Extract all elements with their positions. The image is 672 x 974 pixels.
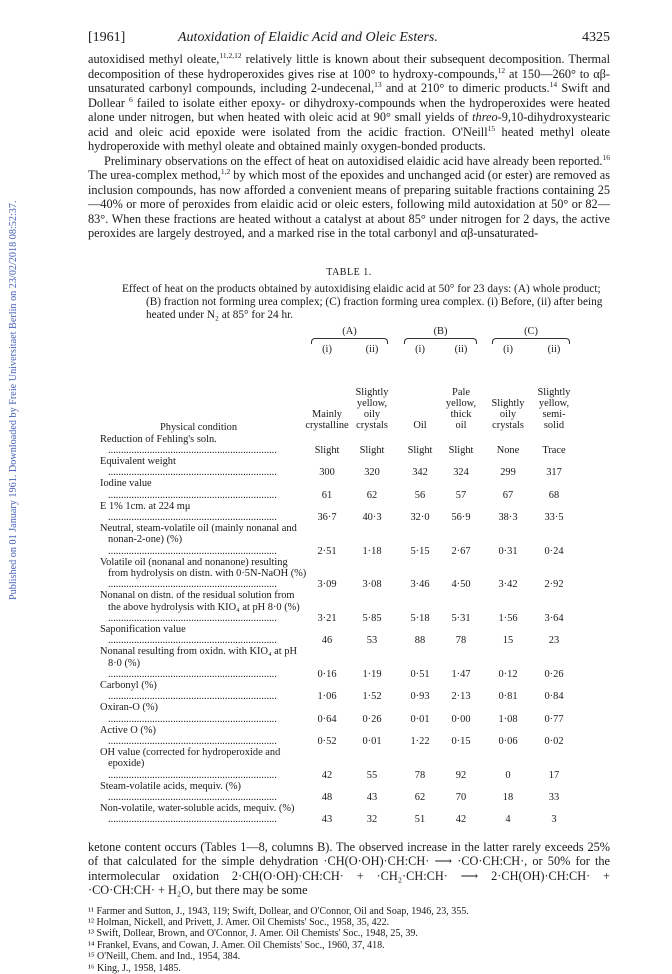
table-cell: Slight xyxy=(448,444,474,456)
row-label xyxy=(100,747,308,781)
subcolumn-label: (ii) xyxy=(365,343,379,355)
text-run: relatively little is known about their subsequent decomposition. Thermal decomposition of these hydroperoxides gives rise at 100° to hydroxy-compounds, xyxy=(88,52,610,81)
ref-superscript: 11,2,12 xyxy=(219,50,242,60)
table-cell: 0·01 xyxy=(410,713,430,725)
table-cell: 4 xyxy=(505,814,511,826)
table-row xyxy=(100,803,600,825)
table-row xyxy=(100,646,600,680)
table-cell: 5·15 xyxy=(410,545,430,557)
table-cell: 3·08 xyxy=(362,579,382,591)
table-cell: 17 xyxy=(548,769,560,781)
table-cell: 0 xyxy=(505,769,511,781)
leader-dots: ................................................................. xyxy=(108,814,277,826)
text-run: Swift and Dollear xyxy=(88,81,610,110)
condition-line: Oil xyxy=(413,420,427,432)
table-cell: 36·7 xyxy=(317,511,337,523)
table-cell: 62 xyxy=(366,489,378,501)
row-label xyxy=(100,456,308,478)
table-cell: 32·0 xyxy=(410,511,430,523)
table-cell: 342 xyxy=(412,467,428,479)
table-cell: 0·15 xyxy=(451,735,471,747)
table-cell: 62 xyxy=(414,792,426,803)
table-cell: 53 xyxy=(366,635,378,647)
table-cell: 33·5 xyxy=(544,511,564,523)
journal-page xyxy=(88,30,610,974)
subcolumn-label: (ii) xyxy=(547,343,561,355)
leader-dots: ................................................................. xyxy=(108,579,277,591)
table-cell: 0·77 xyxy=(544,713,564,725)
table-cell: 1·18 xyxy=(362,545,382,557)
table-cell: 0·31 xyxy=(498,545,518,557)
table-cell: 23 xyxy=(548,635,560,647)
leader-dots: ................................................................. xyxy=(108,668,277,680)
table-cell: 317 xyxy=(546,467,562,479)
row-label xyxy=(100,590,308,624)
row-label xyxy=(100,478,308,500)
leader-dots: ................................................................. xyxy=(108,489,277,501)
row-label xyxy=(100,624,308,646)
table-cell: 0·64 xyxy=(317,713,337,725)
table-cell: None xyxy=(496,444,520,456)
table-cell: Trace xyxy=(542,444,566,456)
table-cell: 78 xyxy=(455,635,467,647)
row-label xyxy=(100,646,308,680)
table-row xyxy=(100,434,600,456)
paragraph-2 xyxy=(88,154,610,241)
row-label xyxy=(100,501,308,523)
row-label xyxy=(100,523,308,557)
running-header xyxy=(88,30,610,52)
condition-line: Pale xyxy=(452,386,470,398)
row-label xyxy=(100,680,308,702)
leader-dots: ................................................................. xyxy=(108,792,277,803)
text-run: failed to isolate either epoxy- or dihydroxy-compounds when the hydroperoxides were heated alone under nitrogen, but when heated with oleic acid at 90° small yields of xyxy=(88,95,610,124)
data-table xyxy=(100,326,600,826)
paragraph-1 xyxy=(88,52,610,154)
table-cell: Slight xyxy=(407,444,433,456)
table-cell: 0·16 xyxy=(317,668,337,680)
group-label: (A) xyxy=(342,325,357,337)
table-cell: 70 xyxy=(455,792,467,803)
row-label xyxy=(100,434,308,456)
leader-dots: ................................................................. xyxy=(108,769,277,781)
table-cell: 3·09 xyxy=(317,579,337,591)
text-run: by which most of the epoxides and unchanged acid (or ester) are removed as inclusion compounds, has now afforded a convenient means of preparing suitable fractions containing 25—40% or more of peroxides from elaidic acid or oleic esters, following mild autoxidation at 50° or 82—83°. When these fractions are heated without a catalyst at about 85° under nitrogen for 2 days, the active peroxides are largely destroyed, and a marked rise in the total carbonyl and αβ-unsaturated- xyxy=(88,168,611,240)
table-cell: 0·93 xyxy=(410,691,430,703)
page-number: 4325 xyxy=(582,30,610,45)
table-cell: 3·42 xyxy=(498,579,518,591)
text-run: at 150—260° to αβ-unsaturated carbonyl compounds, including 2-undecenal, xyxy=(88,66,610,95)
group-label: (C) xyxy=(524,325,538,337)
ref-superscript: 16 xyxy=(602,152,610,162)
table-cell: 32 xyxy=(366,814,378,826)
table-row xyxy=(100,781,600,803)
table-cell: 56·9 xyxy=(451,511,471,523)
condition-line: crystals xyxy=(492,420,524,432)
leader-dots: ................................................................. xyxy=(108,545,277,557)
text-run: and at 210° to dimeric products. xyxy=(381,81,550,95)
header-year: [1961] xyxy=(88,30,126,45)
table-cell: 55 xyxy=(366,769,378,781)
table-cell: 46 xyxy=(321,635,333,647)
table-cell: 0·52 xyxy=(317,735,337,747)
table-cell: 1·22 xyxy=(410,735,430,747)
table-cell: 324 xyxy=(453,467,469,479)
row-label-text: Nonanal on distn. of the residual solution from the above hydrolysis with KIO₄ at pH 8·0 (%) xyxy=(100,590,300,613)
leader-dots: ................................................................. xyxy=(108,612,277,624)
table-cell: 4·50 xyxy=(451,579,471,591)
row-label-text: Steam-volatile acids, mequiv. (%) xyxy=(100,780,241,792)
table-cell: 0·01 xyxy=(362,735,382,747)
condition-line: semi- xyxy=(542,409,566,421)
table-cell: 0·24 xyxy=(544,545,564,557)
table-cell: 48 xyxy=(321,792,333,803)
ref-superscript: 15 xyxy=(487,123,496,133)
table-cell: 68 xyxy=(548,489,560,501)
leader-dots: ................................................................. xyxy=(108,511,277,523)
table-cell: 33 xyxy=(548,792,560,803)
table-cell: 0·26 xyxy=(544,668,564,680)
row-label-text: Equivalent weight xyxy=(100,455,176,467)
table-cell: 1·06 xyxy=(317,691,337,703)
text-run: autoxidised methyl oleate, xyxy=(88,52,220,66)
table-cell: 1·52 xyxy=(362,691,382,703)
row-label-text: Iodine value xyxy=(100,478,152,490)
table-cell: 0·00 xyxy=(451,713,471,725)
table-cell: 5·85 xyxy=(362,612,382,624)
table-cell: 43 xyxy=(366,792,378,803)
condition-line: thick xyxy=(450,409,472,421)
table-description: Effect of heat on the products obtained by autoxidising elaidic acid at 50° for 23 days: (A) whole product; (B) fraction not forming urea complex; (C) fraction forming urea complex. (i) Before, (ii) after being heated under N₂ at 85° for 24 hr. xyxy=(122,282,603,321)
subcolumn-label: (ii) xyxy=(454,343,468,355)
table-cell: 42 xyxy=(455,814,467,826)
table-cell: 5·31 xyxy=(451,612,471,624)
ref-superscript: 12 xyxy=(497,65,506,75)
table-cell: 38·3 xyxy=(498,511,518,523)
condition-line: oily xyxy=(363,409,381,421)
table-row xyxy=(100,624,600,646)
table-row xyxy=(100,523,600,557)
row-label-text: Nonanal resulting from oxidn. with KIO₄ at pH 8·0 (%) xyxy=(100,646,297,669)
row-label-text: Carbonyl (%) xyxy=(100,679,157,691)
table-cell: 0·84 xyxy=(544,691,564,703)
table-cell: 0·02 xyxy=(544,735,564,747)
leader-dots: ................................................................. xyxy=(108,467,277,479)
italic-threo: threo xyxy=(472,110,498,124)
table-cell: 2·67 xyxy=(451,545,471,557)
table-row xyxy=(100,590,600,624)
table-cell: 1·56 xyxy=(498,612,518,624)
table-cell: 56 xyxy=(414,489,426,501)
text-run: Preliminary observations on the effect of heat on autoxidised elaidic acid have already been reported. xyxy=(104,153,603,168)
table-row xyxy=(100,501,600,523)
table-cell: 51 xyxy=(414,814,426,826)
table-row xyxy=(100,680,600,702)
row-label-text: OH value (corrected for hydroperoxide and epoxide) xyxy=(100,747,281,770)
leader-dots: ................................................................. xyxy=(108,735,277,747)
row-label-text: Reduction of Fehling's soln. xyxy=(100,433,217,445)
table-cell: 1·08 xyxy=(498,713,518,725)
condition-line: oily xyxy=(499,409,517,421)
table-cell: 3·46 xyxy=(410,579,430,591)
condition-line: solid xyxy=(543,420,565,432)
table-body xyxy=(100,326,600,826)
table-cell: 40·3 xyxy=(362,511,382,523)
reference-entry: ¹⁶ King, J., 1958, 1485. xyxy=(88,962,181,974)
table-cell: 2·92 xyxy=(544,579,564,591)
table-cell: 15 xyxy=(502,635,514,647)
condition-line: yellow, xyxy=(356,397,388,409)
table-row xyxy=(100,456,600,478)
ref-superscript: 14 xyxy=(549,79,558,89)
table-cell: 0·26 xyxy=(362,713,382,725)
row-label-text: Volatile oil (nonanal and nonanone) resulting from hydrolysis on distn. with 0·5N-NaOH (%) xyxy=(100,556,307,579)
subcolumn-label: (i) xyxy=(503,343,513,355)
header-title: Autoxidation of Elaidic Acid and Oleic Esters. xyxy=(178,30,438,45)
table-cell: 320 xyxy=(364,467,380,479)
reference-entry: ¹³ Swift, Dollear, Brown, and O'Connor, J. Amer. Oil Chemists' Soc., 1948, 25, 39. xyxy=(88,928,418,940)
table-row xyxy=(100,478,600,500)
row-label-text: Saponification value xyxy=(100,623,186,635)
table-cell: 0·06 xyxy=(498,735,518,747)
leader-dots: ................................................................. xyxy=(108,444,277,456)
condition-line: Mainly xyxy=(311,409,342,421)
table-cell: 2·51 xyxy=(317,545,337,557)
table-row xyxy=(100,557,600,591)
table-cell: Slight xyxy=(314,444,340,456)
text-run: heated methyl oleate hydroperoxide with methyl oleate and obtained mainly oxygen-bonded products. xyxy=(88,124,610,153)
row-label xyxy=(100,725,308,747)
text-run: -9,10-dihydroxystearic acid and oleic acid epoxide were isolated from the acidic fraction. O'Neill xyxy=(88,110,610,139)
row-label xyxy=(100,702,308,724)
table-cell: 88 xyxy=(414,635,426,647)
condition-line: yellow, xyxy=(538,397,570,409)
table-cell: 3 xyxy=(551,814,557,826)
leader-dots: ................................................................. xyxy=(108,691,277,703)
table-cell: 299 xyxy=(500,467,516,479)
table-cell: Slight xyxy=(359,444,385,456)
table-cell: 61 xyxy=(321,489,333,501)
condition-line: yellow, xyxy=(445,397,477,409)
table-cell: 0·51 xyxy=(410,668,430,680)
download-watermark xyxy=(2,130,28,600)
table-cell: 0·12 xyxy=(498,668,518,680)
group-label: (B) xyxy=(433,325,448,337)
condition-line: Slightly xyxy=(355,386,389,398)
row-label-text: Oxiran-O (%) xyxy=(100,702,158,714)
table-cell: 5·18 xyxy=(410,612,430,624)
condition-line: crystals xyxy=(356,420,388,432)
table-cell: 42 xyxy=(321,769,333,781)
reference-entry: ¹⁵ O'Neill, Chem. and Ind., 1954, 384. xyxy=(88,951,241,963)
subcolumn-label: (i) xyxy=(322,343,332,355)
row-label xyxy=(100,557,308,591)
table-row xyxy=(100,747,600,781)
row-label-text: E 1% 1cm. at 224 mμ xyxy=(100,500,191,512)
table-cell: 57 xyxy=(455,489,467,501)
paragraph-3: ketone content occurs (Tables 1—8, columns B). The observed increase in the latter rarely exceeds 25% of that calculated for the simple dehydration ·CH(O·OH)·CH:CH· ⟶ ·CO·CH:CH·, or 50% for the intermolecular oxidation 2·CH(O·OH)·CH:CH· + ·CH₂·CH:CH· ⟶ 2·CH(OH)·CH:CH· + ·CO·CH:CH· + H₂O, but there may be some xyxy=(88,839,610,898)
condition-line: oil xyxy=(455,420,467,432)
download-watermark-text: Published on 01 January 1961. Downloaded by Freie Universitaet Berlin on 23/02/2018 08:52:37. xyxy=(8,200,19,600)
subcolumn-label: (i) xyxy=(415,343,425,355)
table-cell: 2·13 xyxy=(451,691,471,703)
row-label xyxy=(100,803,308,825)
table-caption: TABLE 1. xyxy=(326,266,372,278)
leader-dots: ................................................................. xyxy=(108,713,277,725)
table-cell: 78 xyxy=(414,769,426,781)
row-label-text: Active O (%) xyxy=(100,724,156,736)
row-label-text: Neutral, steam-volatile oil (mainly nonanal and nonan-2-one) (%) xyxy=(100,523,297,546)
ref-superscript: 13 xyxy=(374,79,382,89)
table-cell: 0·81 xyxy=(498,691,518,703)
condition-line: Slightly xyxy=(537,386,571,398)
ref-superscript: 1,2 xyxy=(220,166,231,176)
reference-entry: ¹¹ Farmer and Sutton, J., 1943, 119; Swift, Dollear, and O'Connor, Oil and Soap, 1946, 23, 355. xyxy=(88,905,469,917)
condition-line: Slightly xyxy=(491,397,525,409)
table-cell: 1·47 xyxy=(451,668,471,680)
reference-entry: ¹² Holman, Nickell, and Privett, J. Amer. Oil Chemists' Soc., 1958, 35, 422. xyxy=(88,917,390,929)
ref-superscript: 6 xyxy=(129,94,133,104)
table-cell: 43 xyxy=(321,814,333,826)
table-row xyxy=(100,725,600,747)
table-cell: 92 xyxy=(455,769,467,781)
table-cell: 18 xyxy=(502,792,514,803)
row-label xyxy=(100,781,308,803)
references xyxy=(88,906,610,974)
physical-condition-header: Physical condition xyxy=(160,421,238,433)
table-cell: 3·21 xyxy=(317,612,337,624)
reference-entry: ¹⁴ Frankel, Evans, and Cowan, J. Amer. Oil Chemists' Soc., 1960, 37, 418. xyxy=(88,939,385,951)
condition-line: crystalline xyxy=(305,420,349,432)
table-cell: 300 xyxy=(319,467,335,479)
row-label-text: Non-volatile, water-soluble acids, mequiv. (%) xyxy=(100,803,295,815)
table-cell: 3·64 xyxy=(544,612,564,624)
table-cell: 1·19 xyxy=(362,668,382,680)
table-cell: 67 xyxy=(502,489,514,501)
leader-dots: ................................................................. xyxy=(108,635,277,647)
text-run: The urea-complex method, xyxy=(88,168,221,182)
table-row xyxy=(100,702,600,724)
